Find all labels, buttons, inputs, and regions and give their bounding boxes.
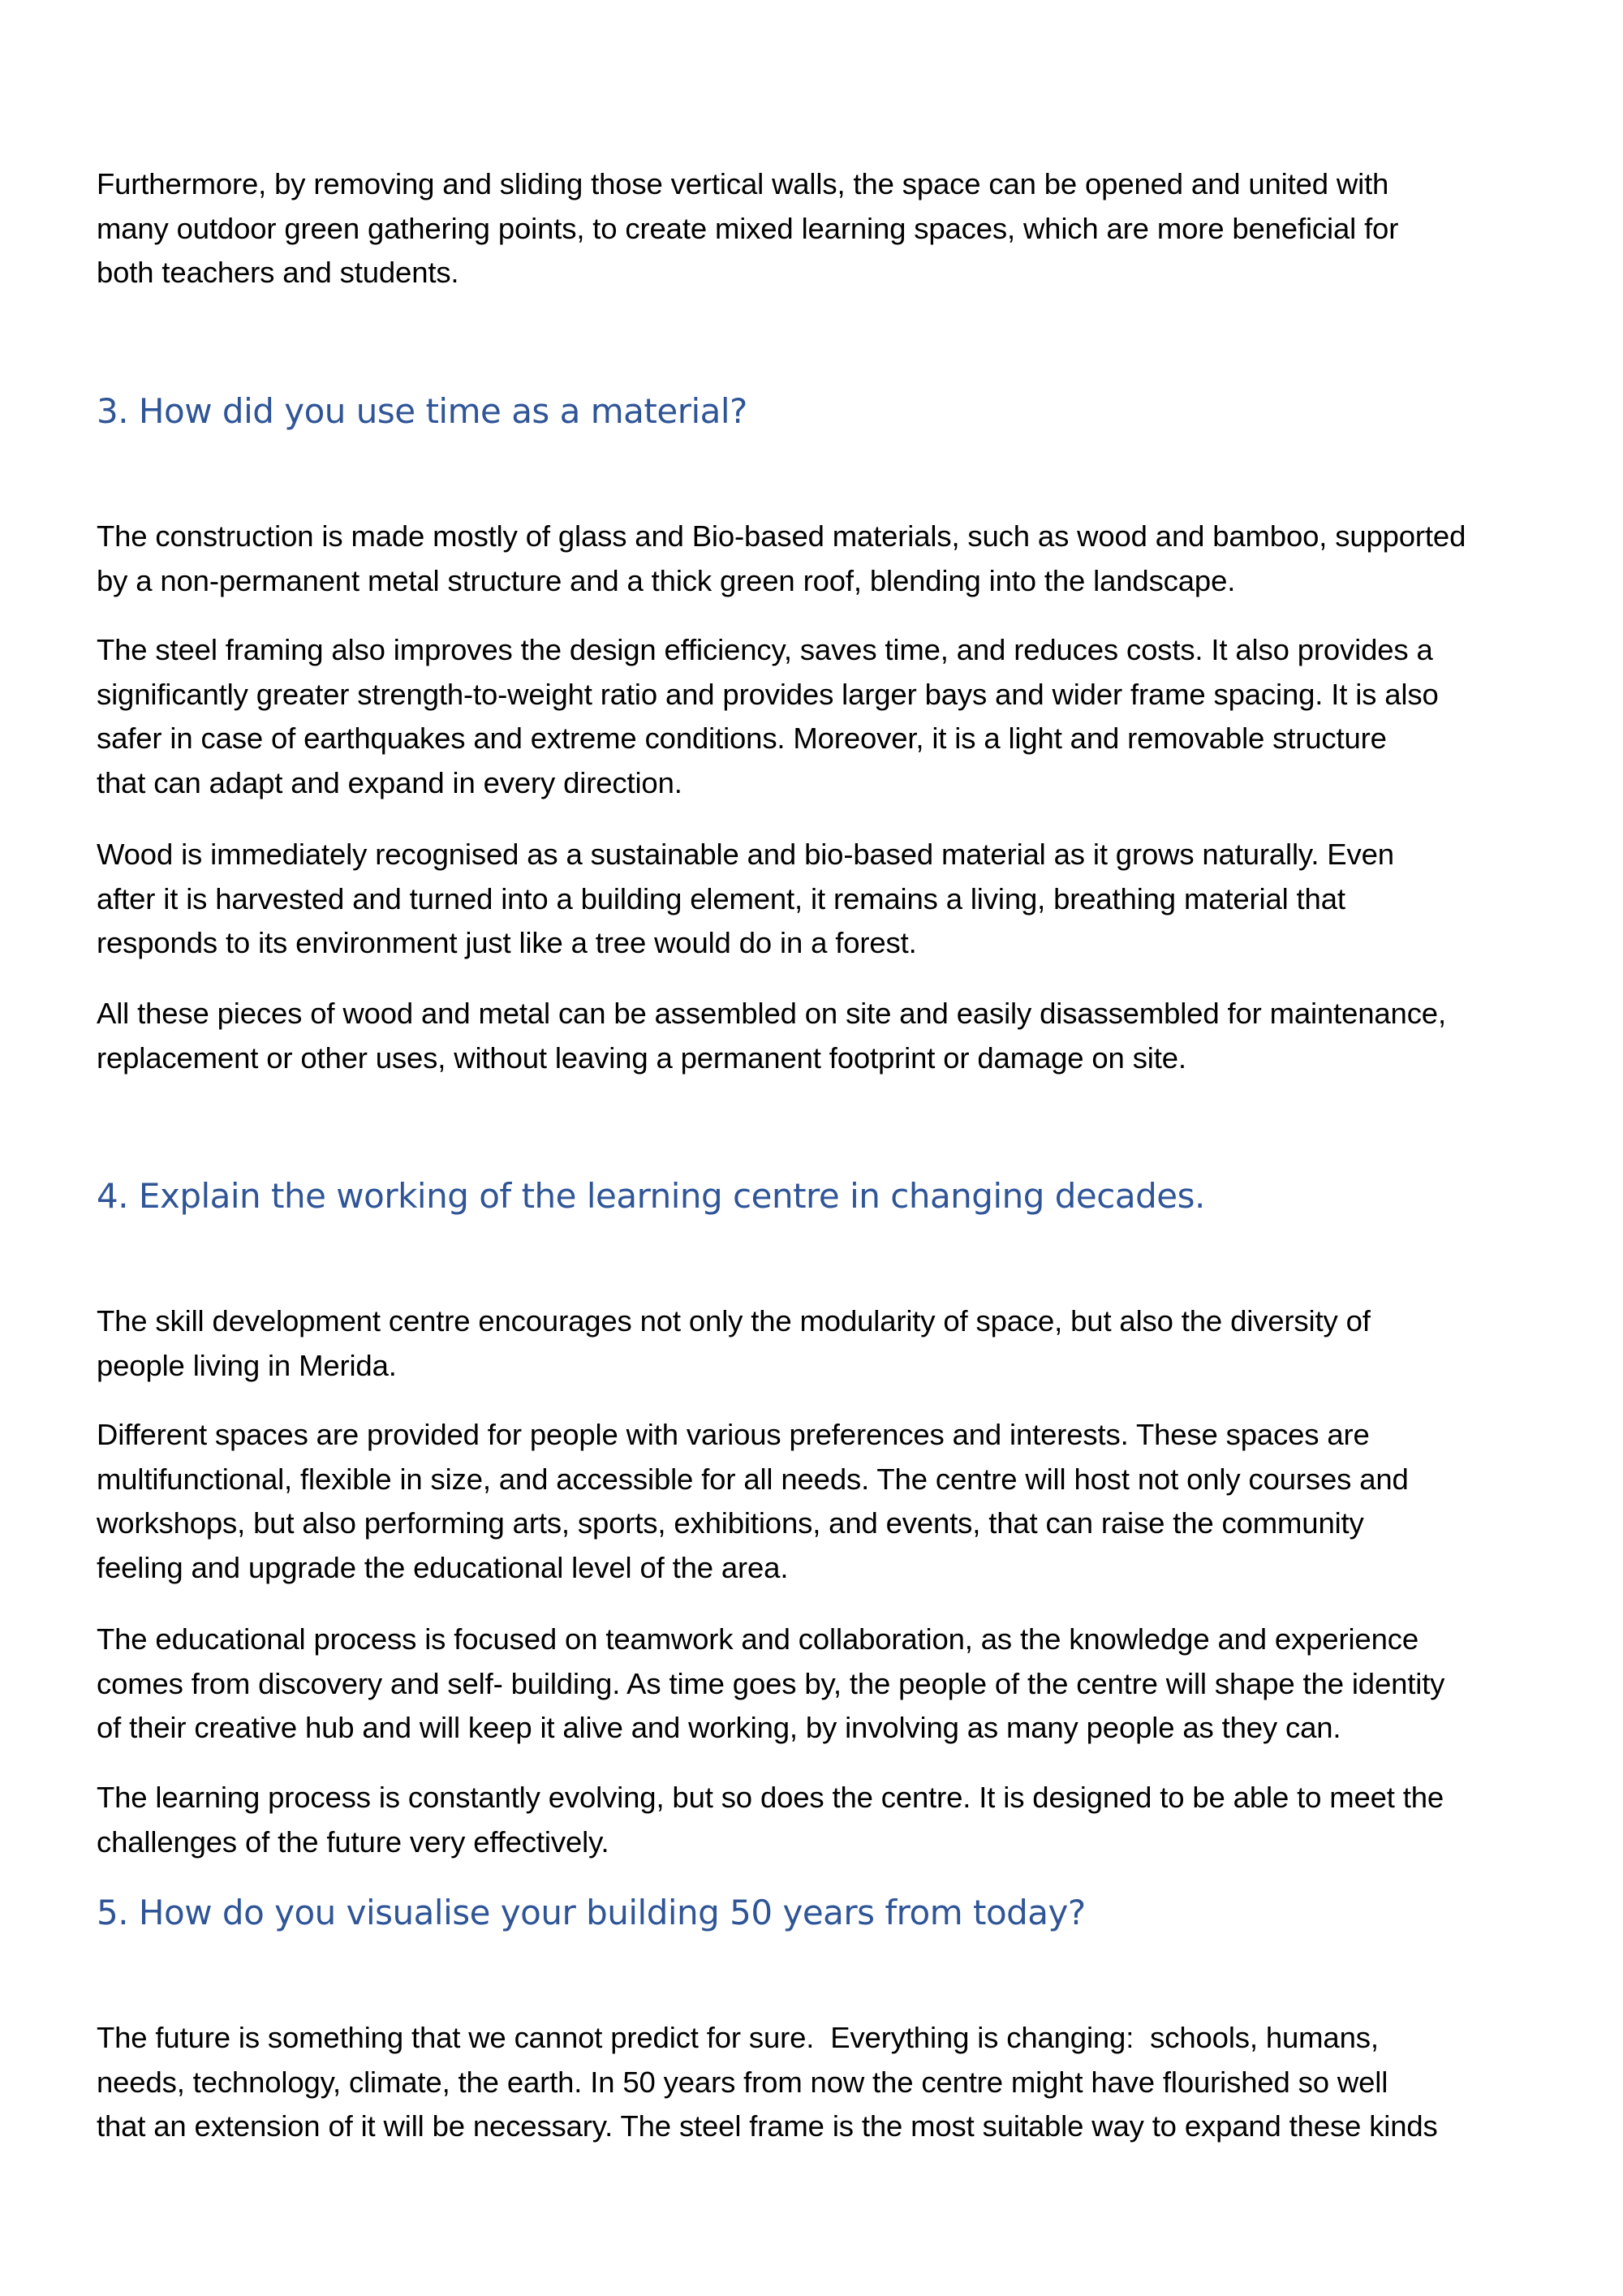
- paragraph-future: [97, 2016, 1438, 2149]
- paragraph-learning-process: [97, 1776, 1444, 1864]
- text-line: multifunctional, flexible in size, and accessible for all needs. The centre will host not only courses and: [97, 1462, 1409, 1496]
- paragraph-educational-process: [97, 1618, 1444, 1751]
- text-line: Different spaces are provided for people with various preferences and interests. These spaces are: [97, 1418, 1370, 1451]
- paragraph-different-spaces: [97, 1413, 1409, 1590]
- text-line: that can adapt and expand in every direction.: [97, 765, 682, 799]
- section-heading-4: 4. Explain the working of the learning centre in changing decades.: [97, 1176, 1205, 1216]
- paragraph-assembly: [97, 992, 1446, 1080]
- text-line: The construction is made mostly of glass and Bio-based materials, such as wood and bamboo, supported: [97, 519, 1466, 553]
- text-line: All these pieces of wood and metal can be assembled on site and easily disassembled for maintenance,: [97, 997, 1446, 1030]
- text-line: challenges of the future very effectively.: [97, 1824, 609, 1859]
- text-line: comes from discovery and self- building. As time goes by, the people of the centre will shape the identity: [97, 1666, 1445, 1700]
- text-line: The steel framing also improves the design efficiency, saves time, and reduces costs. It also provides a: [97, 633, 1433, 666]
- text-line: of their creative hub and will keep it alive and working, by involving as many people as they can.: [97, 1711, 1341, 1745]
- paragraph-open-spaces: [97, 162, 1398, 295]
- text-line: The educational process is focused on teamwork and collaboration, as the knowledge and experience: [97, 1622, 1419, 1656]
- text-line: both teachers and students.: [97, 256, 459, 290]
- paragraph-wood: [97, 833, 1394, 966]
- paragraph-construction-materials: [97, 515, 1466, 603]
- text-line: Wood is immediately recognised as a sustainable and bio-based material as it grows naturally. Even: [97, 838, 1394, 871]
- text-line: significantly greater strength-to-weight ratio and provides larger bays and wider frame spacing. It is also: [97, 677, 1439, 711]
- text-line: workshops, but also performing arts, sports, exhibitions, and events, that can raise the community: [97, 1506, 1364, 1540]
- text-line: Furthermore, by removing and sliding those vertical walls, the space can be opened and united with: [97, 167, 1389, 200]
- text-line: many outdoor green gathering points, to create mixed learning spaces, which are more beneficial for: [97, 211, 1399, 245]
- text-line: that an extension of it will be necessary. The steel frame is the most suitable way to expand these kinds: [97, 2109, 1438, 2143]
- section-heading-5: 5. How do you visualise your building 50 years from today?: [97, 1893, 1086, 1932]
- text-line: The skill development centre encourages not only the modularity of space, but also the diversity of: [97, 1304, 1371, 1338]
- paragraph-skill-centre: [97, 1299, 1371, 1388]
- paragraph-steel-framing: [97, 628, 1439, 805]
- text-line: The future is something that we cannot predict for sure. Everything is changing: schools, humans,: [97, 2021, 1379, 2054]
- text-line: The learning process is constantly evolving, but so does the centre. It is designed to be able to meet the: [97, 1781, 1444, 1814]
- text-line: needs, technology, climate, the earth. In 50 years from now the centre might have flourished so well: [97, 2065, 1388, 2099]
- section-heading-3: 3. How did you use time as a material?: [97, 391, 747, 431]
- text-line: replacement or other uses, without leaving a permanent footprint or damage on site.: [97, 1040, 1186, 1075]
- text-line: after it is harvested and turned into a building element, it remains a living, breathing material that: [97, 881, 1345, 915]
- text-line: people living in Merida.: [97, 1348, 397, 1382]
- text-line: feeling and upgrade the educational level of the area.: [97, 1550, 789, 1584]
- text-line: responds to its environment just like a tree would do in a forest.: [97, 926, 917, 960]
- text-line: safer in case of earthquakes and extreme conditions. Moreover, it is a light and removable structure: [97, 722, 1387, 756]
- text-line: by a non-permanent metal structure and a thick green roof, blending into the landscape.: [97, 563, 1236, 597]
